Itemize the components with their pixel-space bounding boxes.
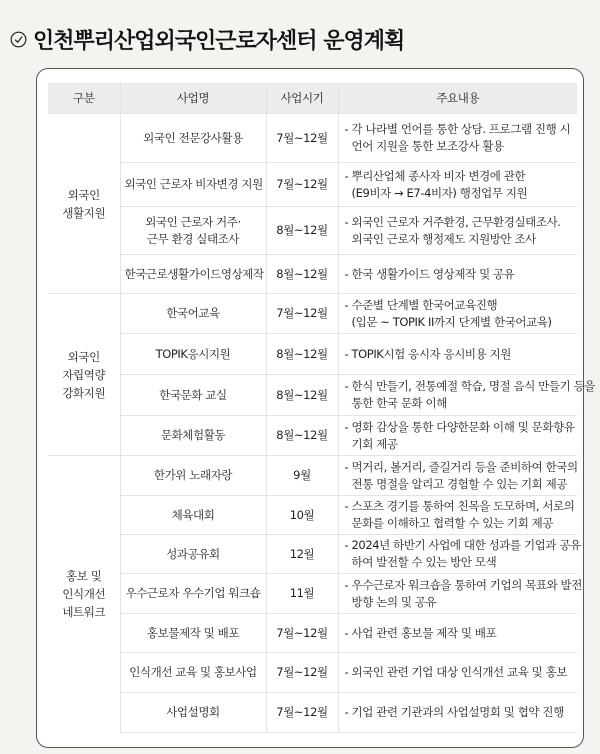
column-header-period: 사업시기: [266, 83, 338, 114]
content-cell: [338, 114, 577, 163]
period-cell: 7월~12월: [266, 614, 338, 653]
table-row: [48, 207, 577, 255]
content-cell: [338, 456, 577, 496]
table-row: [48, 334, 577, 375]
content-line: 언어 지원을 통한 보조강사 활용: [351, 139, 504, 153]
project-name: 한가위 노래자랑: [153, 468, 233, 482]
project-name: 문화체험활동: [160, 428, 226, 442]
content-line: 방향 논의 및 공유: [351, 594, 437, 609]
column-header-category: 구분: [48, 83, 120, 114]
category-cell: [48, 294, 120, 456]
content-cell: [338, 334, 577, 375]
plan-card: [36, 68, 595, 748]
content-line: 외국인 근로자 행정제도 지원방안 조사: [351, 231, 536, 246]
project-name-cell: [120, 456, 266, 496]
content-cell: [338, 614, 577, 653]
content-cell: [338, 693, 577, 733]
category-cell: [48, 114, 120, 294]
category-label: 자립역량: [62, 367, 106, 382]
column-header-content: 주요내용: [338, 83, 577, 114]
table-header-row: [48, 83, 577, 114]
operation-plan-table: [48, 83, 595, 733]
project-name: TOPIK응시지원: [155, 346, 231, 361]
content-cell: [338, 207, 577, 255]
project-name: 한국근로생활가이드영상제작: [124, 266, 264, 281]
content-cell: [338, 163, 577, 207]
period-cell: 8월~12월: [266, 416, 338, 456]
content-cell: [338, 375, 595, 416]
period-cell: 7월~12월: [266, 294, 338, 334]
table-row: [48, 456, 577, 496]
project-name-cell: [120, 255, 266, 294]
table-row: [48, 163, 577, 207]
content-line: - 외국인 근로자 거주환경, 근무환경실태조사.: [344, 214, 561, 229]
content-line: - 외국인 관련 기업 대상 인식개선 교육 및 홍보: [344, 665, 568, 679]
project-name: 성과공유회: [166, 546, 220, 561]
project-name-cell: [120, 294, 266, 334]
project-name-cell: [120, 535, 266, 574]
project-name-cell: [120, 693, 266, 733]
table-row: [48, 255, 577, 294]
content-line: - 2024년 하반기 사업에 대한 성과를 기업과 공유: [344, 538, 581, 552]
content-line: 문화를 이해하고 협력할 수 있는 기회 제공: [351, 516, 554, 530]
project-name-cell: [120, 614, 266, 653]
period-cell: 11월: [266, 574, 338, 614]
period-cell: 7월~12월: [266, 653, 338, 693]
project-name: 인식개선 교육 및 홍보사업: [129, 665, 257, 679]
content-cell: [338, 416, 577, 456]
content-cell: [338, 294, 577, 334]
period-cell: 7월~12월: [266, 163, 338, 207]
project-name-cell: [120, 375, 266, 416]
content-line: - 각 나라별 언어를 통한 상담. 프로그램 진행 시: [344, 122, 571, 136]
content-line: - 영화 감상을 통한 다양한문화 이해 및 문화향유: [344, 419, 575, 434]
content-line: - TOPIK시험 응시자 응시비용 지원: [344, 346, 512, 361]
content-line: 통한 한국 문화 이해: [351, 396, 447, 410]
project-name-cell: [120, 163, 266, 207]
table-row: [48, 574, 577, 614]
project-name-cell: [120, 114, 266, 163]
table-row: [48, 496, 577, 535]
category-label: 네트워크: [62, 605, 106, 620]
project-name: 사업설명회: [166, 705, 220, 719]
category-label: 생활지원: [62, 205, 106, 220]
table-row: [48, 114, 577, 163]
table-row: [48, 375, 577, 416]
period-cell: 12월: [266, 535, 338, 574]
category-label: 강화지원: [62, 385, 106, 400]
content-line: 하여 발전할 수 있는 방안 모색: [351, 555, 497, 569]
content-cell: [338, 574, 582, 614]
table-row: [48, 294, 577, 334]
content-line: - 우수근로자 워크숍을 통하여 기업의 목표와 발전: [344, 577, 582, 592]
content-line: - 기업 관련 기관과의 사업설명회 및 협약 진행: [344, 705, 564, 719]
project-name: 한국어교육: [166, 306, 220, 320]
period-cell: 9월: [266, 456, 338, 496]
content-line: 기회 제공: [351, 436, 398, 451]
category-label: 홍보 및: [66, 569, 102, 584]
project-name-cell: [120, 416, 266, 456]
content-line: (입문 ~ TOPIK II까지 단계별 한국어교육): [351, 314, 552, 329]
content-line: - 수준별 단계별 한국어교육진행: [344, 297, 498, 312]
category-label: 인식개선: [62, 587, 106, 602]
content-line: - 스포츠 경기를 통하여 친목을 도모하며, 서로의: [344, 499, 575, 513]
project-name: 홍보물제작 및 배포: [146, 625, 240, 640]
project-name: 근무 환경 실태조사: [146, 231, 240, 246]
project-name: 외국인 근로자 거주·: [145, 214, 241, 229]
column-header-project: 사업명: [120, 83, 266, 114]
content-line: - 한식 만들기, 전통예절 학습, 명절 음식 만들기 등을: [344, 379, 595, 393]
project-name-cell: [120, 496, 266, 535]
content-line: (E9비자 → E7-4비자) 행정업무 지원: [351, 185, 528, 200]
content-line: - 사업 관련 홍보물 제작 및 배포: [344, 625, 497, 640]
period-cell: 7월~12월: [266, 693, 338, 733]
table-row: [48, 535, 577, 574]
period-cell: 7월~12월: [266, 114, 338, 163]
content-cell: [338, 535, 581, 574]
project-name: 외국인 근로자 비자변경 지원: [124, 177, 263, 191]
project-name-cell: [120, 334, 266, 375]
period-cell: 8월~12월: [266, 207, 338, 255]
table-row: [48, 693, 577, 733]
table-row: [48, 653, 577, 693]
period-cell: 8월~12월: [266, 255, 338, 294]
content-line: - 한국 생활가이드 영상제작 및 공유: [344, 266, 515, 281]
content-cell: [338, 496, 577, 535]
page-header: [10, 24, 404, 55]
project-name: 한국문화 교실: [159, 387, 227, 402]
period-cell: 10월: [266, 496, 338, 535]
project-name: 우수근로자 우수기업 워크숍: [125, 586, 261, 600]
table-row: [48, 416, 577, 456]
period-cell: 8월~12월: [266, 375, 338, 416]
table-row: [48, 614, 577, 653]
page-title: 인천뿌리산업외국인근로자센터 운영계획: [33, 29, 405, 54]
project-name: 체육대회: [171, 507, 215, 522]
project-name-cell: [120, 207, 266, 255]
project-name-cell: [120, 653, 266, 693]
content-line: 전통 명절을 알리고 경험할 수 있는 기회 제공: [351, 476, 568, 491]
category-label: 외국인: [67, 187, 100, 202]
content-cell: [338, 255, 577, 294]
period-cell: 8월~12월: [266, 334, 338, 375]
category-cell: [48, 456, 120, 733]
content-line: - 먹거리, 볼거리, 즐길거리 등을 준비하여 한국의: [344, 459, 578, 474]
project-name: 외국인 전문강사활용: [143, 130, 243, 145]
table-body: [48, 114, 595, 733]
content-cell: [338, 653, 577, 693]
category-label: 외국인: [67, 349, 100, 364]
content-line: - 뿌리산업체 종사자 비자 변경에 관한: [344, 168, 526, 183]
project-name-cell: [120, 574, 266, 614]
check-circle-icon: [10, 31, 27, 48]
